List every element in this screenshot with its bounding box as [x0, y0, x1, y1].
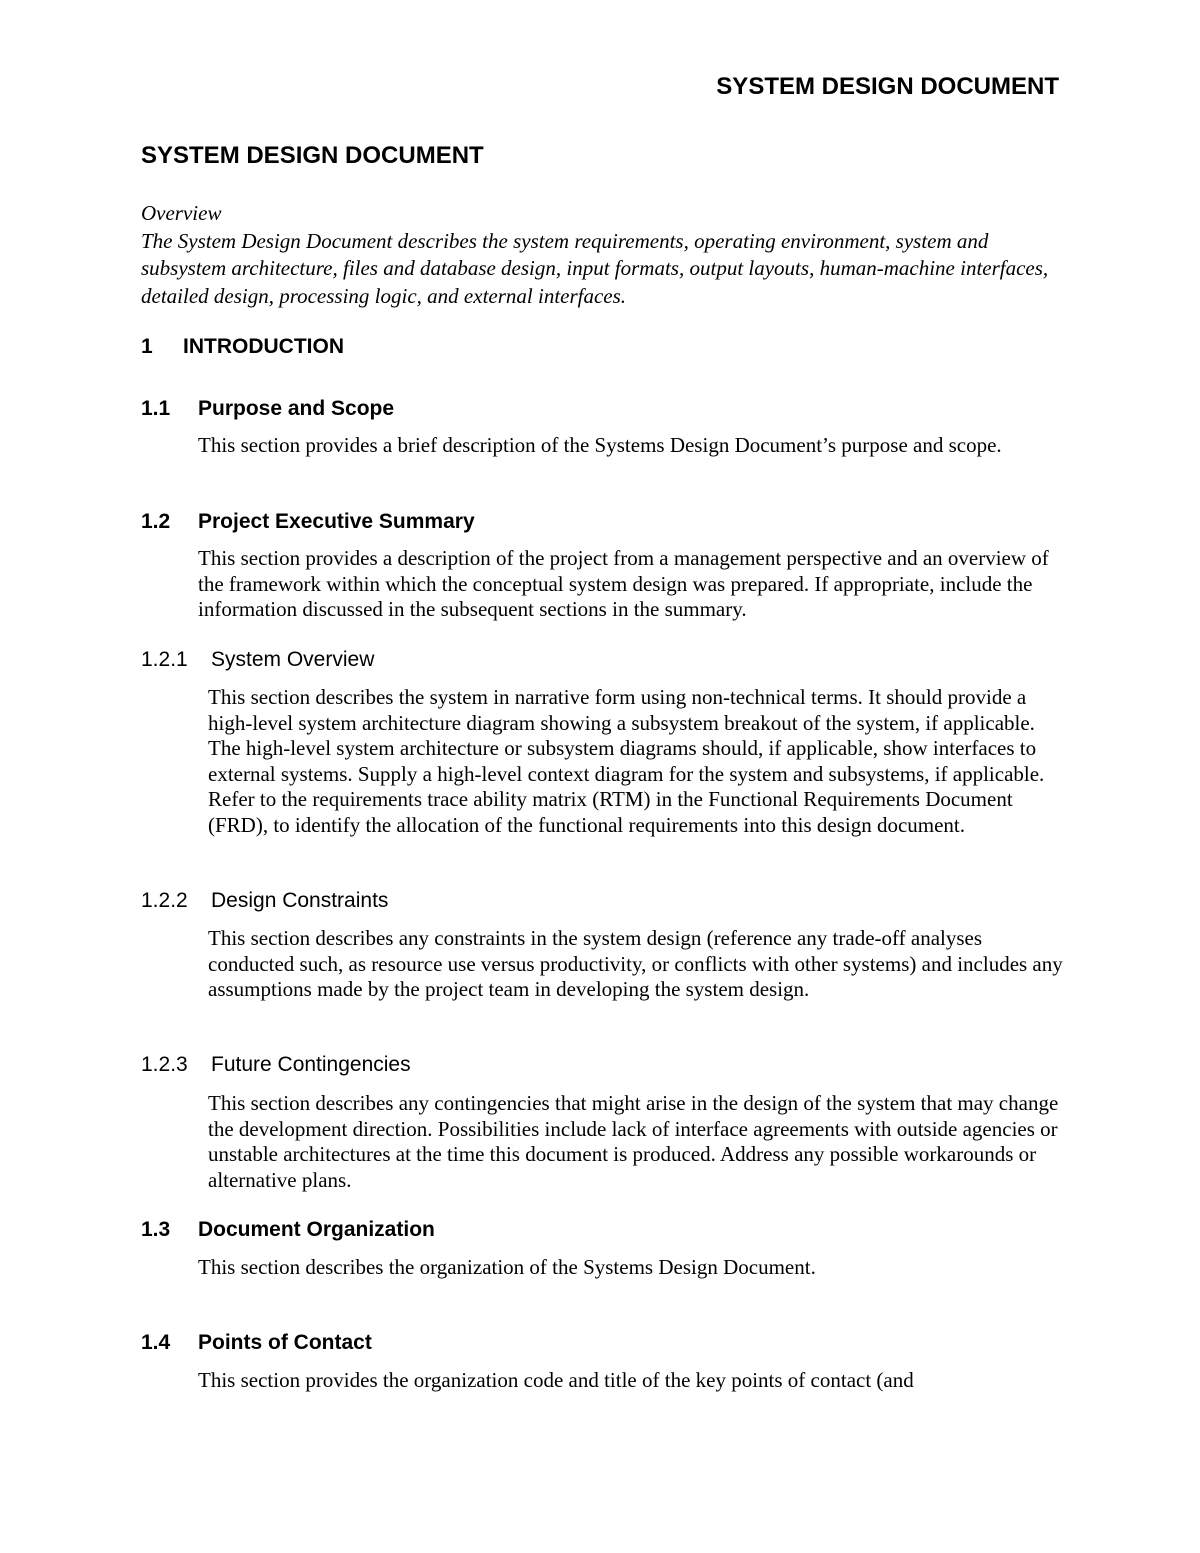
section-heading-document-organization [141, 1217, 435, 1243]
document-title: SYSTEM DESIGN DOCUMENT [141, 142, 484, 169]
section-heading-points-of-contact [141, 1330, 372, 1356]
section-heading-design-constraints [141, 888, 388, 914]
section-number: 1.2.3 [141, 1053, 188, 1076]
section-heading-project-executive-summary [141, 509, 475, 535]
section-number: 1.2 [141, 510, 171, 533]
overview-label: Overview [141, 201, 222, 225]
section-title: INTRODUCTION [183, 335, 344, 358]
section-title: Purpose and Scope [198, 397, 395, 420]
section-body-purpose-and-scope: This section provides a brief description of the Systems Design Document’s purpose and scope. [198, 433, 1002, 457]
section-heading-future-contingencies [141, 1052, 411, 1078]
section-title: System Overview [211, 648, 375, 671]
section-title: Design Constraints [211, 889, 389, 912]
section-body-points-of-contact: This section provides the organization code and title of the key points of contact (and [198, 1368, 914, 1392]
section-number: 1 [141, 335, 153, 358]
section-heading-purpose-and-scope [141, 396, 394, 422]
section-title: Future Contingencies [211, 1053, 411, 1076]
section-body-system-overview: This section describes the system in narrative form using non-technical terms. It should provide a high-level system architecture diagram showing a subsystem breakout of the system, if applicable. The high-level system architecture or subsystem diagrams should, if applicable, show interfaces to external systems. Supply a high-level context diagram for the system and subsystems, if applicable. Refer to the requirements trace ability matrix (RTM) in the Functional Requirements Document (FRD), to identify the allocation of the functional requirements into this design document. [208, 685, 1045, 837]
section-number: 1.4 [141, 1331, 171, 1354]
section-number: 1.2.2 [141, 889, 188, 912]
section-body-document-organization: This section describes the organization of the Systems Design Document. [198, 1255, 816, 1279]
section-heading-system-overview [141, 647, 374, 673]
section-heading-introduction [141, 334, 344, 360]
section-body-future-contingencies: This section describes any contingencies that might arise in the design of the system that may change the development direction. Possibilities include lack of interface agreements with outside agencies or unstable architectures at the time this document is produced. Address any possible workarounds or alternative plans. [208, 1091, 1059, 1192]
section-body-design-constraints: This section describes any constraints in the system design (reference any trade-off analyses conducted such, as resource use versus productivity, or conflicts with other systems) and includes any assumptions made by the project team in developing the system design. [208, 926, 1063, 1001]
section-number: 1.2.1 [141, 648, 188, 671]
overview-text: The System Design Document describes the system requirements, operating environment, system and subsystem architecture, files and database design, input formats, output layouts, human-machine interfaces, detailed design, processing logic, and external interfaces. [141, 228, 1049, 308]
section-body-project-executive-summary: This section provides a description of the project from a management perspective and an overview of the framework within which the conceptual system design was prepared. If appropriate, include the information discussed in the subsequent sections in the summary. [198, 546, 1049, 621]
section-number: 1.3 [141, 1218, 171, 1241]
running-header-title: SYSTEM DESIGN DOCUMENT [716, 73, 1059, 100]
section-title: Points of Contact [198, 1331, 372, 1354]
section-title: Document Organization [198, 1218, 435, 1241]
section-title: Project Executive Summary [198, 510, 475, 533]
overview-block [141, 200, 1061, 310]
section-number: 1.1 [141, 397, 171, 420]
